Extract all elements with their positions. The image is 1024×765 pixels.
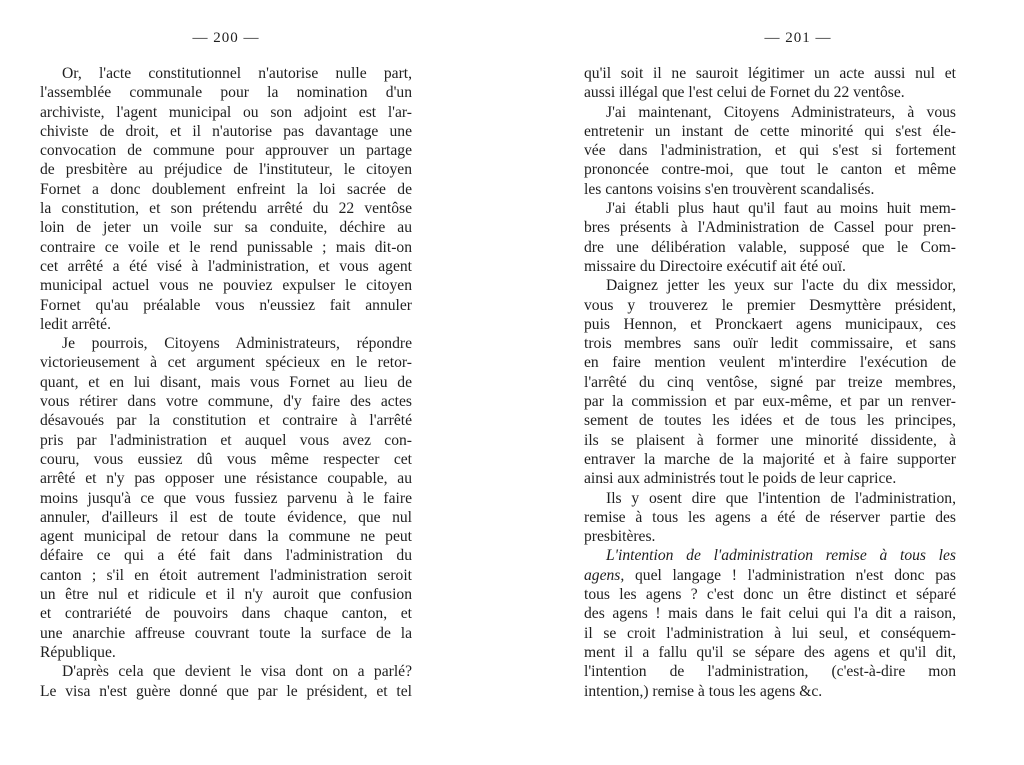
text-line: cet arrêté a été visé à l'administration, et vous agent — [40, 257, 412, 275]
text-line: ledit arrêté. — [40, 315, 111, 333]
text-line: contraire ce voile et le rend punissable ; mais dit-on — [40, 238, 412, 256]
text-line: Le visa n'est guère donné que par le président, et tel — [40, 682, 412, 700]
text-line: Daignez jetter les yeux sur l'acte du dix messidor, — [606, 277, 956, 295]
text-line: l'assemblée communale pour la nomination d'un — [40, 84, 412, 102]
text-line: il se croit l'administration à lui seul, et conséquem- — [584, 624, 956, 642]
text-line: J'ai établi plus haut qu'il faut au moins huit mem- — [606, 200, 956, 218]
text-line: pris par l'administration et auquel vous avez con- — [40, 431, 412, 449]
text-line: dre une délibération valable, supposé que le Com- — [584, 238, 956, 256]
text-line: J'ai maintenant, Citoyens Administrateurs, à vous — [606, 103, 956, 121]
text-line: prononcée contre-moi, que tout le canton et même — [584, 161, 956, 179]
text-line: l'arrêté du cinq ventôse, signé par treize membres, — [584, 373, 956, 391]
text-line: ment il a fallu qu'il se sépare des agens et qu'il dit, — [584, 643, 956, 661]
text-line: Fornet qu'au préalable vous n'eussiez fait annuler — [40, 296, 412, 314]
text-line: trois membres sans ouïr ledit commissaire, et sans — [584, 335, 956, 353]
left-page-text — [40, 64, 412, 701]
text-line: quant, et en lui disant, mais vous Fornet au lieu de — [40, 373, 412, 391]
text-line: victorieusement à cet argument spécieux en le retor- — [40, 354, 412, 372]
text-line: sement de toutes les idées et de tous les principes, — [584, 412, 956, 430]
text-line: intention,) remise à tous les agens &c. — [584, 682, 823, 700]
text-line: arrêté et n'y pas opposer une résistance coupable, au — [40, 470, 412, 488]
text-line: défaire ce qui a été fait dans l'administration du — [40, 547, 412, 565]
page-number-right: — 201 — — [764, 30, 832, 46]
text-line: l'intention de l'administration, (c'est-à-dire mon — [584, 663, 956, 681]
text-line: moins jusqu'à ce que vous fussiez parvenu à le faire — [40, 489, 412, 507]
text-line: canton ; s'il en étoit autrement l'administration seroit — [40, 566, 412, 584]
text-line: entretenir un instant de cette minorité qui s'est éle- — [584, 122, 956, 140]
text-line: Je pourrois, Citoyens Administrateurs, répondre — [62, 335, 412, 353]
text-line: loin de jeter un voile sur sa conduite, déchire au — [40, 219, 412, 237]
text-line: agent municipal de retour dans la commune ne peut — [40, 528, 412, 546]
text-line: Fornet a donc doublement enfreint la loi sacrée de — [40, 180, 412, 198]
text-line: tous les agens ? c'est donc un être distinct et séparé — [584, 586, 956, 604]
text-line: chiviste de droit, et il n'autorise pas davantage une — [40, 122, 412, 140]
text-line: une anarchie affreuse couvrant toute la surface de la — [40, 624, 412, 642]
text-line: vous y trouverez le premier Desmyttère président, — [584, 296, 956, 314]
text-line: remise à tous les agens a été de réserver partie des — [584, 508, 956, 526]
text-line: des agens ! mais dans le fait celui qui l'a dit a raison, — [584, 605, 956, 623]
text-line: la constitution, et son prétendu arrêté du 22 ventôse — [40, 200, 412, 218]
text-line-italic: L'intention de l'administration remise à tous les — [606, 547, 956, 565]
text-line: municipal actuel vous ne pouviez expulser le citoyen — [40, 277, 412, 295]
text-line: et contrariété de pouvoirs dans chaque canton, et — [40, 605, 412, 623]
text-line: de presbitère au préjudice de l'instituteur, le citoyen — [40, 161, 412, 179]
text-line: les cantons voisins s'en trouvèrent scandalisés. — [584, 180, 875, 198]
text-line: vée dans l'administration, et qui s'est si fortement — [584, 142, 956, 160]
text-line: désavoués par la constitution et contraire à l'arrêté — [40, 412, 412, 430]
text-line: entraver la marche de la majorité et à faire supporter — [584, 450, 956, 468]
text-line: presbitères. — [584, 528, 656, 546]
text-line: en faire mention veulent m'interdire l'exécution de — [584, 354, 956, 372]
right-page-text — [584, 64, 956, 701]
italic-fragment: agens, — [584, 566, 625, 584]
text-line: missaire du Directoire exécutif ait été ouï. — [584, 257, 846, 275]
text-line: République. — [40, 643, 116, 661]
text-line: ainsi aux administrés tout le poids de leur caprice. — [584, 470, 897, 488]
page-number-left: — 200 — — [192, 30, 260, 46]
text-line: vous rétirer dans votre commune, d'y faire des actes — [40, 393, 412, 411]
text-line: Or, l'acte constitutionnel n'autorise nulle part, — [62, 65, 412, 82]
text-line-mixed — [584, 566, 956, 585]
right-page — [512, 0, 1024, 765]
text-line: convocation de commune pour approuver un partage — [40, 142, 412, 160]
text-line: qu'il soit il ne sauroit légitimer un acte aussi nul et — [584, 65, 956, 82]
text-line: D'après cela que devient le visa dont on a parlé? — [62, 663, 412, 681]
text-line: aussi illégal que l'est celui de Fornet du 22 ventôse. — [584, 84, 905, 102]
text-line: bres présents à l'Administration de Cassel pour pren- — [584, 219, 956, 237]
text-line: ils se plaisent à former une minorité dissidente, à — [584, 431, 956, 449]
text-line: annuler, d'ailleurs il est de toute évidence, que nul — [40, 508, 412, 526]
text-line: par la commission et par eux-même, et par un renver- — [584, 393, 956, 411]
text-line: archiviste, l'agent municipal ou son adjoint est l'ar- — [40, 103, 412, 121]
text-line: puis Hennon, et Pronckaert agens municipaux, ces — [584, 315, 956, 333]
text-line: couru, vous eussiez dû vous même respecter cet — [40, 450, 412, 468]
text-line: un être nul et ridicule et il n'y auroit que confusion — [40, 586, 412, 604]
text-line: Ils y osent dire que l'intention de l'administration, — [606, 489, 956, 507]
text-fragment: quel langage ! l'administration n'est donc pas — [635, 566, 957, 584]
